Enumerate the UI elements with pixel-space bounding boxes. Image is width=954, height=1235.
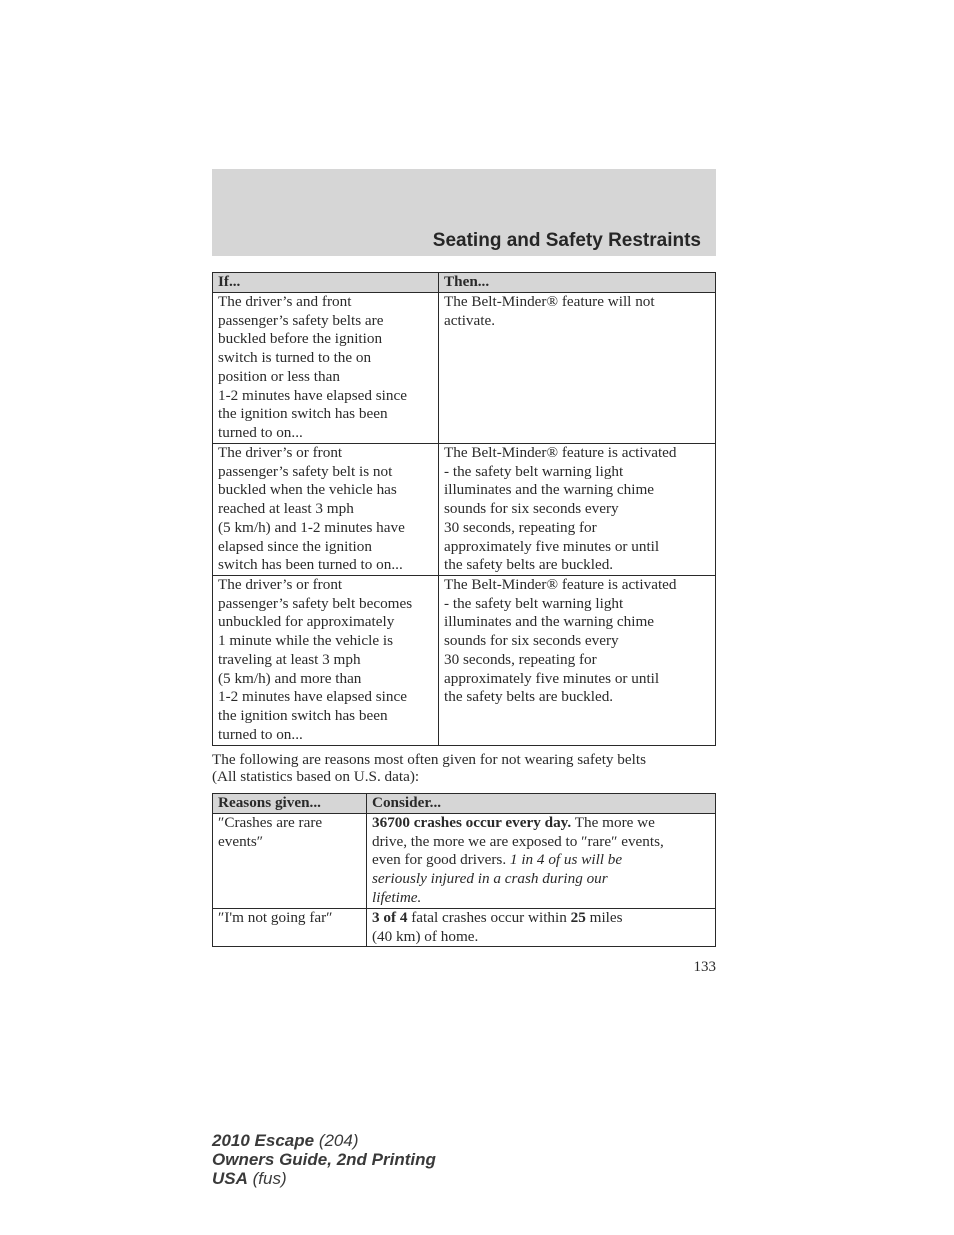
cell-line: switch has been turned to on... <box>218 556 403 574</box>
cell-line: The Belt-Minder® feature is activated <box>444 444 677 461</box>
cell-line: sounds for six seconds every <box>444 632 619 650</box>
consider-cell: 36700 crashes occur every day. The more we drive, the more we are exposed to ″rare″ events, even for good drivers. 1 in 4 of us will be seriously injured in a crash during our lifetime. <box>367 814 716 909</box>
cell-line: approximately five minutes or until <box>444 669 660 687</box>
table-header-row <box>213 273 716 293</box>
cell-line: (5 km/h) and more than <box>218 669 362 687</box>
then-cell <box>439 444 716 576</box>
cell-line: turned to on... <box>218 725 303 743</box>
cell-line: 30 seconds, repeating for <box>444 518 597 536</box>
cell-line: unbuckled for approximately <box>218 613 395 631</box>
section-title: Seating and Safety Restraints <box>432 230 701 251</box>
intro-line: The following are reasons most often given for not wearing safety belts <box>212 751 646 768</box>
cell-line: the ignition switch has been <box>218 405 388 423</box>
cell-line: The driver’s and front <box>218 293 352 310</box>
cell-line: activate. <box>444 311 496 329</box>
cell-line: reached at least 3 mph <box>218 500 354 518</box>
cell-line: approximately five minutes or until <box>444 537 660 555</box>
column-header-then: Then... <box>439 273 716 293</box>
cell-line: passenger’s safety belt is not <box>218 462 393 480</box>
table-row <box>213 814 716 909</box>
cell-line: 1 minute while the vehicle is <box>218 632 394 650</box>
document-footer: 2010 Escape (204) Owners Guide, 2nd Printing USA (fus) <box>212 1131 436 1188</box>
cell-line: The driver’s or front <box>218 444 343 461</box>
if-cell <box>213 293 439 444</box>
page-number: 133 <box>693 959 716 975</box>
table-header-row <box>213 794 716 814</box>
cell-line: 1-2 minutes have elapsed since <box>218 386 407 404</box>
cell-line: passenger’s safety belt becomes <box>218 594 413 612</box>
cell-line: position or less than <box>218 367 340 385</box>
cell-line: buckled before the ignition <box>218 330 383 348</box>
column-header-if: If... <box>213 273 439 293</box>
table-row <box>213 909 716 947</box>
table-row <box>213 293 716 444</box>
cell-line: - the safety belt warning light <box>444 462 624 480</box>
intro-paragraph <box>212 752 716 785</box>
reasons-table <box>212 793 716 947</box>
cell-line: The Belt-Minder® feature is activated <box>444 576 677 593</box>
cell-line: sounds for six seconds every <box>444 500 619 518</box>
cell-line: 1-2 minutes have elapsed since <box>218 688 407 706</box>
cell-line: turned to on... <box>218 423 303 441</box>
intro-line: (All statistics based on U.S. data): <box>212 767 420 785</box>
cell-line: the safety belts are buckled. <box>444 556 614 574</box>
table-row <box>213 576 716 746</box>
belt-minder-table <box>212 272 716 746</box>
if-cell <box>213 444 439 576</box>
section-header-band <box>212 169 716 256</box>
then-cell <box>439 293 716 444</box>
cell-line: - the safety belt warning light <box>444 594 624 612</box>
if-cell <box>213 576 439 746</box>
cell-line: the ignition switch has been <box>218 706 388 724</box>
cell-line: switch is turned to the on <box>218 349 372 367</box>
cell-line: the safety belts are buckled. <box>444 688 614 706</box>
cell-line: traveling at least 3 mph <box>218 650 361 668</box>
cell-line: illuminates and the warning chime <box>444 613 655 631</box>
cell-line: elapsed since the ignition <box>218 537 372 555</box>
table-row <box>213 444 716 576</box>
reason-cell: ″Crashes are rare events″ <box>213 814 367 909</box>
consider-cell: 3 of 4 fatal crashes occur within 25 miles (40 km) of home. <box>367 909 716 947</box>
then-cell <box>439 576 716 746</box>
cell-line: passenger’s safety belts are <box>218 311 384 329</box>
column-header-consider: Consider... <box>367 794 716 814</box>
cell-line: The Belt-Minder® feature will not <box>444 293 655 310</box>
reason-cell: ″I'm not going far″ <box>213 909 367 947</box>
cell-line: The driver’s or front <box>218 576 343 593</box>
column-header-reasons: Reasons given... <box>213 794 367 814</box>
cell-line: (5 km/h) and 1-2 minutes have <box>218 518 405 536</box>
cell-line: 30 seconds, repeating for <box>444 650 597 668</box>
cell-line: buckled when the vehicle has <box>218 481 397 499</box>
cell-line: illuminates and the warning chime <box>444 481 655 499</box>
